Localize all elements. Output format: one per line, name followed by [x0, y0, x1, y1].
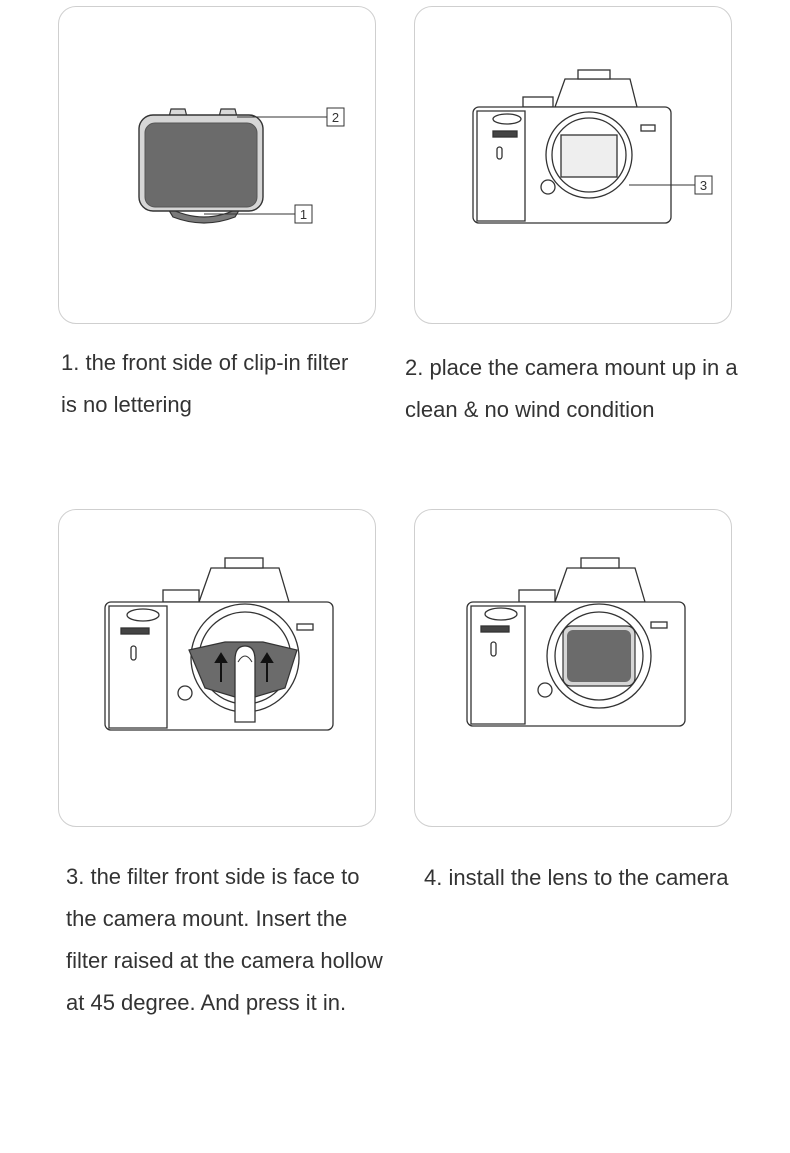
step-2-caption [405, 347, 738, 431]
callout-label-2: 2 [331, 110, 340, 125]
step-4-illustration-card [414, 509, 732, 827]
step-4-caption [424, 857, 729, 899]
callout-label-1: 1 [299, 207, 308, 222]
clip-in-filter-icon [139, 109, 263, 223]
caption-line: at 45 degree. And press it in. [66, 990, 347, 1015]
caption-line: 2. place the camera mount up in a [405, 355, 738, 380]
installed-filter-diagram [415, 510, 733, 828]
camera-mount-diagram [415, 7, 733, 325]
caption-line: 3. the filter front side is face to [66, 864, 360, 889]
caption-line: clean & no wind condition [405, 397, 655, 422]
caption-line: 4. install the lens to the camera [424, 865, 729, 890]
caption-line: is no lettering [61, 392, 192, 417]
step-3-illustration-card [58, 509, 376, 827]
caption-line: the camera mount. Insert the [66, 906, 348, 931]
camera-body-icon [473, 70, 671, 223]
clip-in-filter-icon [563, 626, 635, 686]
caption-line: 1. the front side of clip-in filter [61, 350, 349, 375]
step-1-caption [61, 342, 348, 426]
clip-in-filter-diagram [59, 7, 377, 325]
insert-filter-diagram [59, 510, 377, 828]
step-3-caption [66, 856, 383, 1024]
step-2-illustration-card [414, 6, 732, 324]
callout-label-3: 3 [699, 178, 708, 193]
finger-icon [235, 646, 255, 722]
caption-line: filter raised at the camera hollow [66, 948, 383, 973]
step-1-illustration-card [58, 6, 376, 324]
